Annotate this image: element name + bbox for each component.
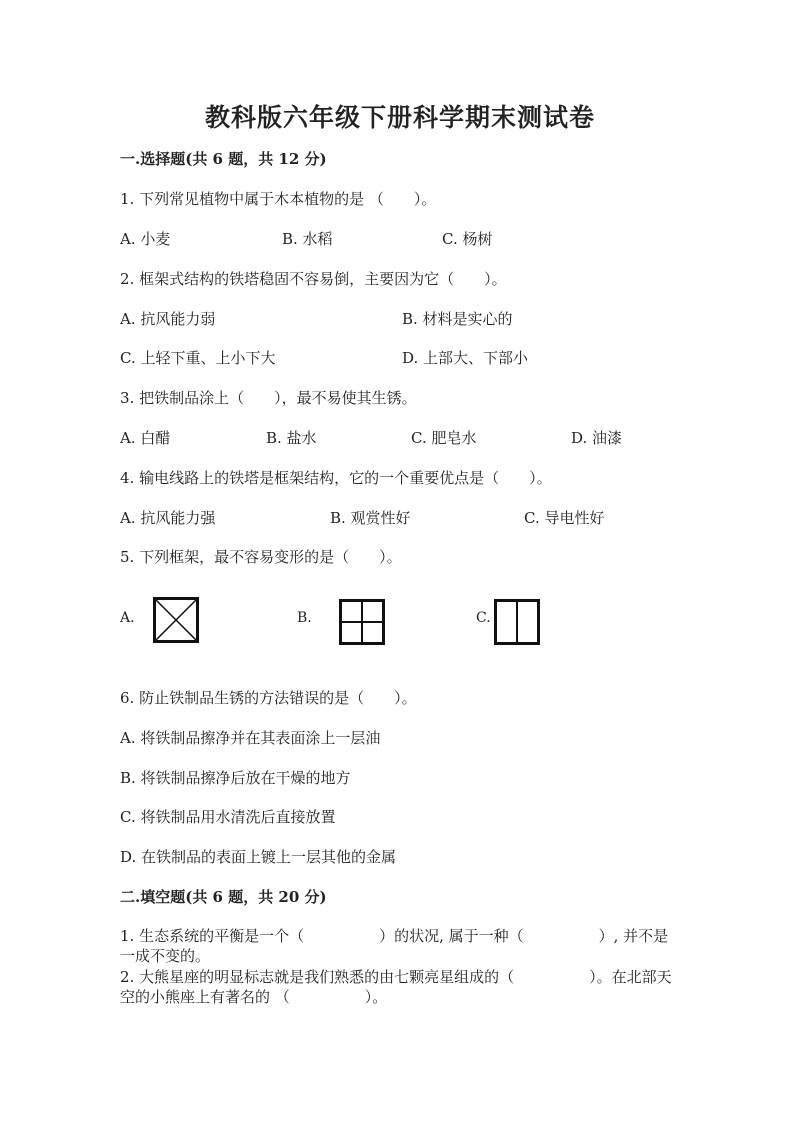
option-c-label: C. — [476, 610, 491, 626]
question-stem: 1. 下列常见植物中属于木本植物的是 （ ）。 — [120, 190, 437, 208]
option-c: C. 杨树 — [442, 230, 493, 248]
option-b: B. 盐水 — [266, 429, 317, 447]
question-stem: 4. 输电线路上的铁塔是框架结构，它的一个重要优点是（ ）。 — [120, 469, 552, 487]
split-rectangle-frame-figure — [494, 599, 540, 645]
option-a: A. 将铁制品擦净并在其表面涂上一层油 — [120, 729, 381, 747]
option-b: B. 观赏性好 — [330, 509, 411, 527]
crossed-square-frame-figure — [153, 597, 199, 643]
option-b-label: B. — [297, 610, 312, 626]
question-stem: 2. 框架式结构的铁塔稳固不容易倒，主要因为它（ ）。 — [120, 270, 507, 288]
option-d: D. 在铁制品的表面上镀上一层其他的金属 — [120, 848, 397, 866]
option-c: C. 导电性好 — [524, 509, 605, 527]
page-title: 教科版六年级下册科学期末测试卷 — [204, 103, 595, 132]
option-c: C. 上轻下重、上小下大 — [120, 349, 276, 367]
option-a: A. 白醋 — [120, 429, 171, 447]
four-grid-frame-figure — [339, 599, 385, 645]
option-b: B. 水稻 — [282, 230, 333, 248]
option-a: A. 抗风能力弱 — [120, 310, 216, 328]
fill-question: 2. 大熊星座的明显标志就是我们熟悉的由七颗亮星组成的（ ）。在北部天空的小熊座上有著名的 （ ）。 — [120, 968, 672, 1006]
section-heading-fill: 二.填空题(共 6 题，共 20 分) — [120, 888, 327, 906]
question-stem: 6. 防止铁制品生锈的方法错误的是（ ）。 — [120, 689, 417, 707]
option-d: D. 上部大、下部小 — [402, 349, 529, 367]
option-c: C. 将铁制品用水清洗后直接放置 — [120, 808, 336, 826]
option-b: B. 材料是实心的 — [402, 310, 513, 328]
section-heading-choice: 一.选择题(共 6 题，共 12 分) — [120, 150, 327, 168]
option-a-label: A. — [120, 610, 135, 626]
question-stem: 5. 下列框架，最不容易变形的是（ ）。 — [120, 548, 402, 566]
option-c: C. 肥皂水 — [411, 429, 477, 447]
option-d: D. 油漆 — [571, 429, 623, 447]
option-a: A. 小麦 — [120, 230, 171, 248]
question-stem: 3. 把铁制品涂上（ ），最不易使其生锈。 — [120, 389, 417, 407]
option-a: A. 抗风能力强 — [120, 509, 216, 527]
option-b: B. 将铁制品擦净后放在干燥的地方 — [120, 769, 351, 787]
fill-question: 1. 生态系统的平衡是一个（ ）的状况, 属于一种（ ）, 并不是一成不变的。 — [120, 927, 669, 965]
